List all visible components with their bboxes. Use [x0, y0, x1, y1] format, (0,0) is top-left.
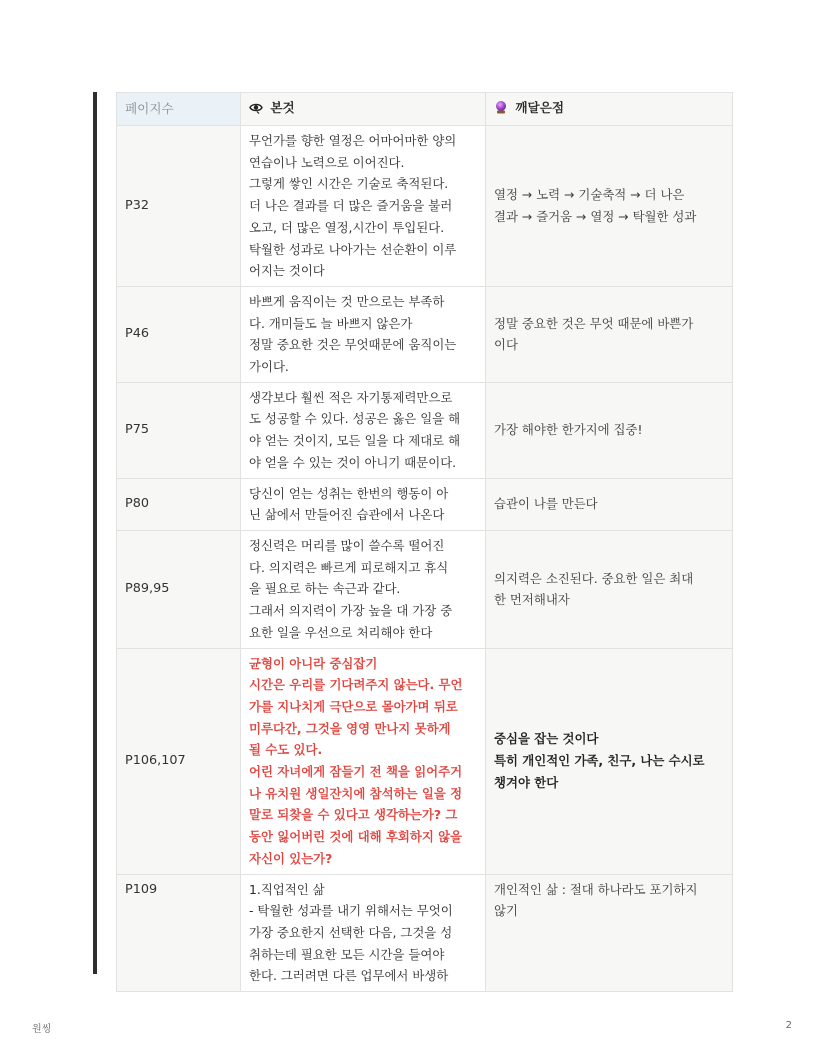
- table-row: [117, 382, 733, 478]
- page-cell[interactable]: P46: [117, 286, 241, 382]
- table-row: [117, 126, 733, 287]
- seen-line: 오고, 더 많은 열정,시간이 투입된다.: [249, 219, 445, 235]
- header-seen[interactable]: [241, 93, 486, 126]
- page-cell[interactable]: P89,95: [117, 530, 241, 648]
- header-seen-label: 본것: [270, 100, 295, 115]
- learn-cell[interactable]: [486, 126, 733, 287]
- quote-bar: [93, 92, 97, 974]
- seen-line: 요한 일을 우선으로 처리해야 한다: [249, 624, 433, 640]
- seen-line: 더 나은 결과를 더 많은 즐거움을 불러: [249, 198, 453, 214]
- header-learn[interactable]: [486, 93, 733, 126]
- seen-line: - 탁월한 성과를 내기 위해서는 무엇이: [249, 903, 453, 919]
- seen-line: 그렇게 쌓인 시간은 기술로 축적된다.: [249, 176, 449, 192]
- table-row: [117, 874, 733, 992]
- table-row: [117, 648, 733, 874]
- learn-line: 이다: [494, 337, 518, 353]
- learn-line: 특히 개인적인 가족, 친구, 나는 수시로: [494, 753, 705, 769]
- seen-line: 연습이나 노력으로 이어진다.: [249, 154, 405, 170]
- seen-line: 생각보다 훨씬 적은 자기통제력만으로: [249, 389, 453, 405]
- page-cell[interactable]: P75: [117, 382, 241, 478]
- learn-line: 열정 → 노력 → 기술축적 → 더 나은: [494, 187, 685, 203]
- seen-line: 될 수도 있다.: [249, 742, 323, 758]
- learn-line: 챙겨야 한다: [494, 774, 559, 790]
- seen-line: 나 유치원 생일잔치에 참석하는 일을 정: [249, 785, 463, 801]
- seen-line: 어린 자녀에게 잠들기 전 책을 읽어주거: [249, 764, 463, 780]
- seen-line: 미루다간, 그것을 영영 만나지 못하게: [249, 720, 451, 736]
- learn-line: 중심을 잡는 것이다: [494, 731, 599, 747]
- seen-line: 닌 삶에서 만들어진 습관에서 나온다: [249, 507, 445, 523]
- seen-line: 말로 되찾을 수 있다고 생각하는가? 그: [249, 807, 458, 823]
- page-cell[interactable]: P106,107: [117, 648, 241, 874]
- seen-line: 정신력은 머리를 많이 쓸수록 떨어진: [249, 537, 445, 553]
- page-cell[interactable]: P32: [117, 126, 241, 287]
- seen-line: 을 필요로 하는 속근과 같다.: [249, 581, 401, 597]
- seen-line: 바쁘게 움직이는 것 만으로는 부족하: [249, 293, 445, 309]
- learn-line: 결과 → 즐거움 → 열정 → 탁월한 성과: [494, 208, 697, 224]
- learn-cell[interactable]: [486, 648, 733, 874]
- learn-line: 가장 해야한 한가지에 집중!: [494, 422, 643, 438]
- page-number: 2: [785, 1020, 792, 1031]
- table-row: [117, 530, 733, 648]
- learn-cell[interactable]: [486, 286, 733, 382]
- notes-table-container: [116, 92, 732, 984]
- seen-line: 시간은 우리를 기다려주지 않는다. 무언: [249, 677, 463, 693]
- seen-line: 1.직업적인 삶: [249, 881, 325, 897]
- seen-cell[interactable]: [241, 530, 486, 648]
- seen-cell[interactable]: [241, 286, 486, 382]
- seen-line: 어지는 것이다: [249, 263, 325, 279]
- learn-line: 개인적인 삶 : 절대 하나라도 포기하지: [494, 881, 698, 897]
- learn-line: 한 먼저해내자: [494, 592, 570, 608]
- seen-cell[interactable]: [241, 126, 486, 287]
- seen-cell[interactable]: [241, 874, 486, 992]
- table-row: [117, 478, 733, 530]
- seen-line: 동안 잃어버린 것에 대해 후회하지 않을: [249, 829, 463, 845]
- header-page[interactable]: [117, 93, 241, 126]
- seen-line: 균형이 아니라 중심잡기: [249, 655, 378, 671]
- footer-title: 원씽: [32, 1024, 52, 1035]
- notes-table: [116, 92, 733, 992]
- learn-line: 않기: [494, 903, 518, 919]
- seen-line: 한다. 그러려면 다른 업무에서 바생하: [249, 968, 449, 984]
- learn-line: 습관이 나를 만든다: [494, 496, 598, 512]
- header-learn-label: 깨달은점: [515, 100, 565, 115]
- seen-cell[interactable]: [241, 382, 486, 478]
- seen-line: 당신이 얻는 성취는 한번의 행동이 아: [249, 485, 449, 501]
- learn-cell[interactable]: [486, 530, 733, 648]
- seen-line: 자신이 있는가?: [249, 850, 333, 866]
- seen-line: 취하는데 필요한 모든 시간을 들여야: [249, 946, 445, 962]
- table-row: [117, 286, 733, 382]
- seen-line: 가를 지나치게 극단으로 몰아가며 뒤로: [249, 698, 458, 714]
- seen-line: 그래서 의지력이 가장 높을 대 가장 중: [249, 603, 453, 619]
- seen-line: 다. 개미들도 늘 바쁘지 않은가: [249, 315, 413, 331]
- learn-line: 정말 중요한 것은 무엇 때문에 바쁜가: [494, 315, 694, 331]
- seen-cell[interactable]: [241, 648, 486, 874]
- seen-cell[interactable]: [241, 478, 486, 530]
- seen-line: 가이다.: [249, 359, 289, 375]
- learn-cell[interactable]: [486, 874, 733, 992]
- seen-line: 야 얻는 것이지, 모든 일을 다 제대로 해: [249, 433, 461, 449]
- page-cell[interactable]: P80: [117, 478, 241, 530]
- crystal-ball-icon: [494, 99, 508, 121]
- seen-line: 무언가를 향한 열정은 어마어마한 양의: [249, 133, 457, 149]
- seen-line: 도 성공할 수 있다. 성공은 옳은 일을 해: [249, 411, 461, 427]
- page-cell[interactable]: P109: [117, 874, 241, 992]
- learn-cell[interactable]: [486, 478, 733, 530]
- seen-line: 탁월한 성과로 나아가는 선순환이 이루: [249, 241, 457, 257]
- seen-line: 가장 중요한지 선택한 다음, 그것을 성: [249, 924, 453, 940]
- table-header-row: [117, 93, 733, 126]
- learn-cell[interactable]: [486, 382, 733, 478]
- seen-line: 정말 중요한 것은 무엇때문에 움직이는: [249, 337, 457, 353]
- header-page-label: 페이지수: [125, 101, 174, 116]
- seen-line: 다. 의지력은 빠르게 피로해지고 휴식: [249, 559, 449, 575]
- learn-line: 의지력은 소진된다. 중요한 일은 최대: [494, 570, 694, 586]
- eye-icon: [249, 99, 263, 121]
- seen-line: 야 얻을 수 있는 것이 아니기 때문이다.: [249, 454, 457, 470]
